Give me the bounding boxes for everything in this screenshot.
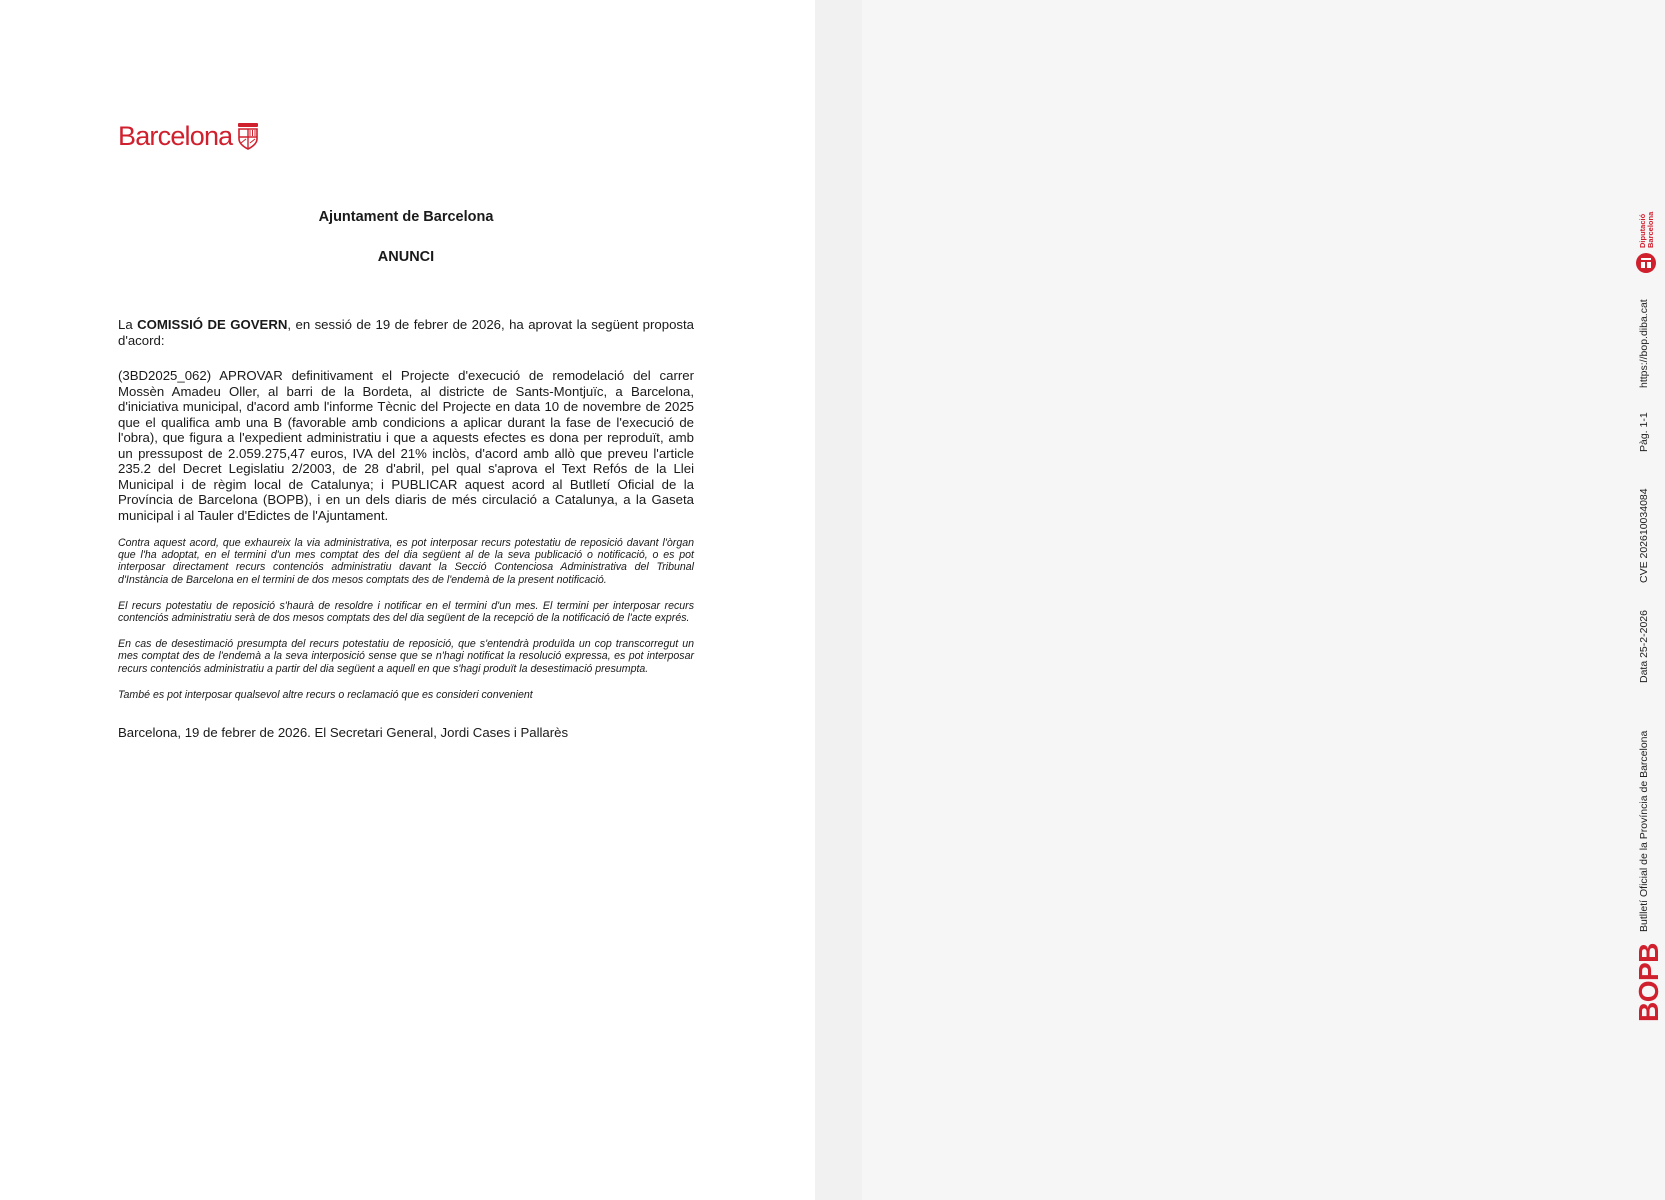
document-page (0, 0, 816, 1200)
document-subtitle: ANUNCI (377, 248, 435, 265)
note-paragraph: Contra aquest acord, que exhaureix la via administrativa, es pot interposar recurs potestatiu de reposició davant l'òrgan que l'ha adoptat, en el termini d'un mes comptat des del dia següent al de la seva publicació o notificació, o es pot interposar directament recurs contenciós administratiu davant la Secció Contenciosa Administrativa del Tribunal d'Instància de Barcelona en el termini de dos mesos comptats des de l'endemà de la present notificació. (118, 537, 694, 586)
publication-date: Data 25-2-2026 (1638, 610, 1650, 683)
intro-paragraph (118, 317, 694, 348)
document-body (118, 210, 694, 741)
logo-text: Barcelona (118, 121, 233, 151)
barcelona-shield-icon (236, 122, 260, 150)
publisher-line2: Barcelona (1646, 211, 1655, 248)
document-title: Ajuntament de Barcelona (318, 209, 494, 225)
diputacio-logo-icon (1635, 252, 1657, 274)
intro-pre: La (118, 317, 138, 332)
signature-line: Barcelona, 19 de febrer de 2026. El Secretari General, Jordi Cases i Pallarès (118, 725, 569, 741)
bopb-brand: BOPB (1633, 943, 1664, 1022)
bopb-sidebar (815, 0, 1664, 1200)
cve-code: CVE 202610034084 (1638, 488, 1650, 583)
note-paragraph: En cas de desestimació presumpta del recurs potestatiu de reposició, que s'entendrà produïda un cop transcorregut un mes comptat des de l'endemà a la seva interposició sense que se n'hagi notificat la resolució expressa, es pot interposar recurs contenciós administratiu a partir del dia següent a aquell en que s'hagi produït la desestimació presumpta. (118, 638, 694, 675)
publisher-line1: Diputació (1638, 213, 1647, 248)
page-number: Pàg. 1-1 (1638, 412, 1650, 452)
intro-post: , en sessió de 19 de febrer de 2026, ha aprovat la següent proposta d'acord: (118, 317, 694, 348)
bop-url[interactable]: https://bop.diba.cat (1638, 299, 1650, 388)
note-paragraph: També es pot interposar qualsevol altre recurs o reclamació que es consideri convenient (118, 688, 533, 701)
publication-name: Butlletí Oficial de la Província de Barcelona (1638, 730, 1650, 932)
note-paragraph: El recurs potestatiu de reposició s'haurà de resoldre i notificar en el termini d'un mes. El termini per interposar recurs contenciós administratiu serà de dos mesos comptats des del dia següent de la recepció de la notificació de l'acte exprés. (118, 599, 694, 625)
diputacio-barcelona-label (1639, 212, 1655, 248)
intro-bold: COMISSIÓ DE GOVERN (137, 317, 288, 332)
barcelona-logo (118, 118, 260, 154)
body-paragraph: (3BD2025_062) APROVAR definitivament el Projecte d'execució de remodelació del carrer Mossèn Amadeu Oller, al barri de la Bordeta, al districte de Sants-Montjuïc, a Barcelona, d'iniciativa municipal, d'acord amb l'informe Tècnic del Projecte en data 10 de novembre de 2025 que el qualifica amb una B (favorable amb condicions a aplicar durant la fase de l'execució de l'obra), que figura a l'expedient administratiu i que a aquests efectes es dona per reproduït, amb un pressupost de 2.059.275,47 euros, IVA del 21% inclòs, d'acord amb allò que preveu l'article 235.2 del Decret Legislatiu 2/2003, de 28 d'abril, pel qual s'aprova el Text Refós de la Llei Municipal i de règim local de Catalunya; i PUBLICAR aquest acord al Butlletí Oficial de la Província de Barcelona (BOPB), i en un dels diaris de més circulació a Catalunya, a la Gaseta municipal i al Tauler d'Edictes de l'Ajuntament. (118, 368, 694, 523)
